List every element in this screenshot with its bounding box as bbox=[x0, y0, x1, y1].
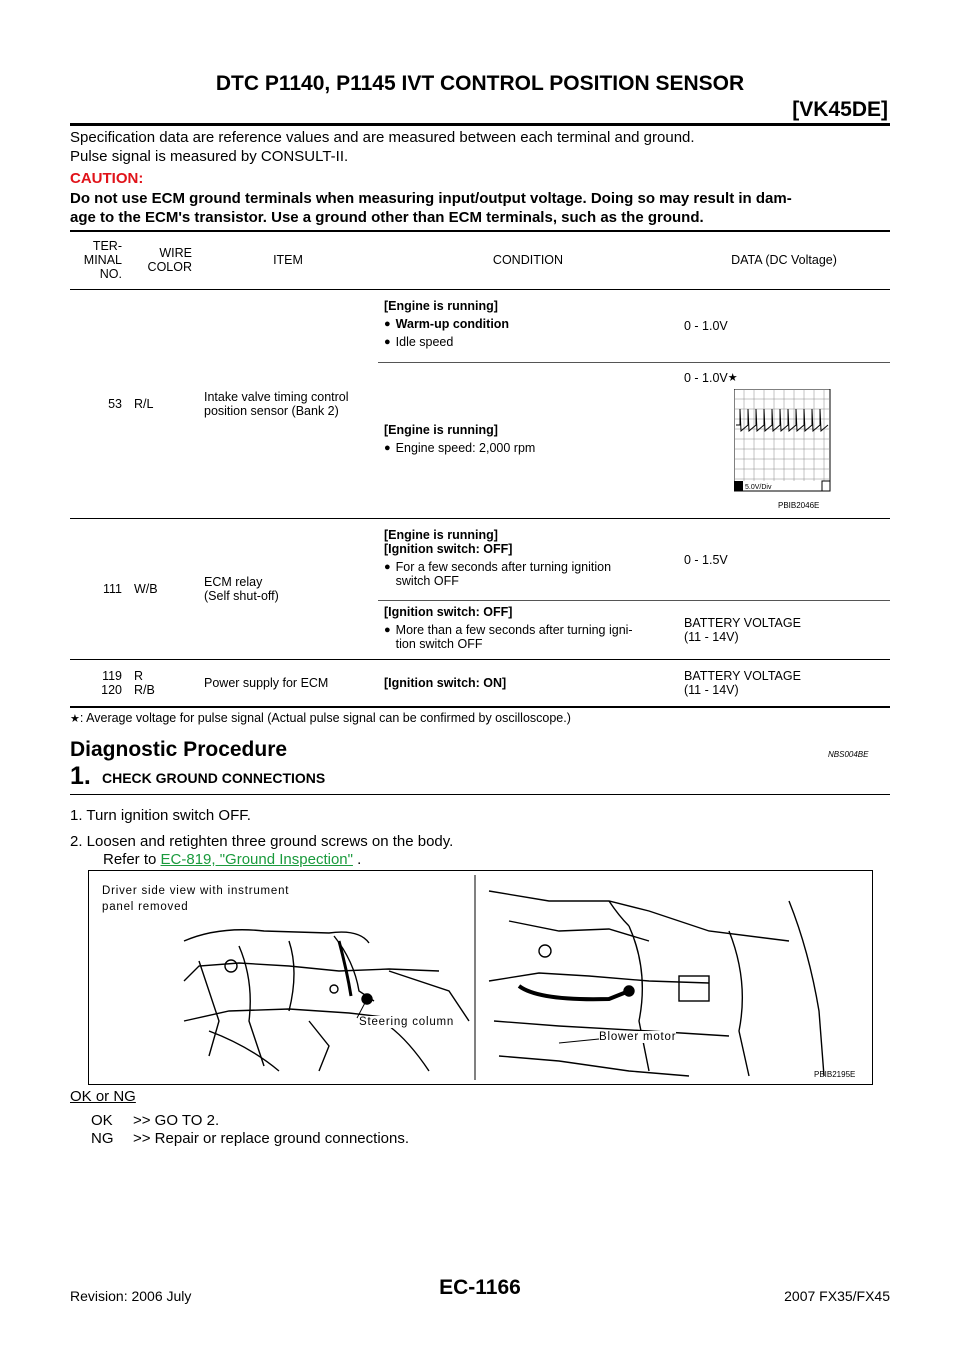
table-row bbox=[70, 519, 890, 660]
intro-line-1: Specification data are reference values and are measured between each terminal and ground. bbox=[70, 129, 695, 146]
figure-code: PBIB2195E bbox=[814, 1070, 856, 1079]
step-item-2: 2. Loosen and retighten three ground screws on the body. bbox=[70, 833, 454, 850]
condition-bullet: Warm-up condition bbox=[395, 317, 510, 331]
ground-inspection-link[interactable]: EC-819, "Ground Inspection" bbox=[160, 851, 353, 868]
condition-data-cell: [Engine is running] ● Warm-up condition ● Idle speed 0 - 1.0V [Engine is running] ● Engine speed: 2,000 rpm 0 - 1.0V★ 5.0V/Div PBIB2046E bbox=[378, 290, 890, 519]
terminal-cell: 119 120 bbox=[70, 660, 128, 708]
result-heading: OK or NG bbox=[70, 1088, 136, 1105]
vehicle-model: 2007 FX35/FX45 bbox=[784, 1288, 890, 1304]
table-header-row bbox=[70, 231, 890, 290]
data-value: BATTERY VOLTAGE (11 - 14V) bbox=[678, 660, 890, 708]
data-value: 0 - 1.0V bbox=[684, 371, 728, 385]
ground-screws-figure bbox=[88, 870, 873, 1085]
wire-color-cell: R R/B bbox=[128, 660, 198, 708]
condition-data-cell: [Engine is running] [Ignition switch: OFF] ● For a few seconds after turning ignition switch OFF 0 - 1.5V [Ignition switch: OFF] ● More than a few seconds after turning igni- tion switch OFF BATTERY VOLTAGE (11 - 14V) bbox=[378, 519, 890, 660]
terminal-cell: 111 bbox=[70, 519, 128, 660]
engine-bay-illustration bbox=[89, 871, 872, 1084]
data-value: 0 - 1.5V bbox=[684, 552, 728, 567]
page-number: EC-1166 bbox=[439, 1276, 521, 1299]
condition-title: [Engine is running] bbox=[384, 299, 498, 313]
engine-code: [VK45DE] bbox=[792, 98, 888, 121]
condition-title: [Ignition switch: ON] bbox=[378, 660, 678, 708]
condition-title: [Ignition switch: OFF] bbox=[384, 541, 513, 556]
star-icon: ★ bbox=[70, 713, 80, 725]
terminal-spec-table bbox=[70, 231, 890, 708]
header-terminal: TER- MINAL NO. bbox=[70, 231, 128, 290]
scope-figure-code: PBIB2046E bbox=[778, 501, 820, 510]
page-title: DTC P1140, P1145 IVT CONTROL POSITION SENSOR bbox=[215, 72, 745, 95]
condition-bullet: More than a few seconds after turning igni- tion switch OFF bbox=[395, 623, 633, 651]
item-cell: Power supply for ECM bbox=[198, 660, 378, 708]
condition-title: [Engine is running] bbox=[384, 422, 498, 437]
condition-title: [Engine is running] bbox=[384, 527, 498, 542]
wire-color-cell: R/L bbox=[128, 290, 198, 519]
header-wire-color: WIRE COLOR bbox=[128, 231, 198, 290]
ok-key: OK bbox=[91, 1112, 113, 1129]
revision-date: Revision: 2006 July bbox=[70, 1288, 192, 1304]
condition-bullet: For a few seconds after turning ignition switch OFF bbox=[395, 559, 612, 588]
condition-bullet: Idle speed bbox=[395, 335, 454, 349]
step-item-1: 1. Turn ignition switch OFF. bbox=[70, 807, 251, 824]
section-code: NBS004BE bbox=[828, 750, 869, 759]
terminal-cell: 53 bbox=[70, 290, 128, 519]
data-value: BATTERY VOLTAGE (11 - 14V) bbox=[684, 616, 801, 644]
table-row bbox=[70, 290, 890, 519]
data-value: 0 - 1.0V bbox=[684, 319, 728, 333]
oscilloscope-waveform bbox=[734, 389, 834, 497]
header-rule bbox=[70, 123, 890, 126]
header-condition: CONDITION bbox=[378, 231, 678, 290]
figure-caption-1: Driver side view with instrument bbox=[102, 885, 290, 897]
header-item: ITEM bbox=[198, 231, 378, 290]
caution-line-1: Do not use ECM ground terminals when measuring input/output voltage. Doing so may result in dam- bbox=[70, 190, 792, 207]
wire-color-cell: W/B bbox=[128, 519, 198, 660]
header-data: DATA (DC Voltage) bbox=[678, 231, 890, 290]
footnote: ★: Average voltage for pulse signal (Actual pulse signal can be confirmed by oscilloscope.) bbox=[70, 711, 571, 725]
star-icon: ★ bbox=[727, 372, 738, 384]
step-rule bbox=[70, 794, 890, 795]
item-cell: Intake valve timing control position sensor (Bank 2) bbox=[198, 290, 378, 519]
step-title: CHECK GROUND CONNECTIONS bbox=[102, 770, 326, 786]
intro-line-2: Pulse signal is measured by CONSULT-II. bbox=[70, 148, 349, 165]
caution-label: CAUTION: bbox=[70, 170, 144, 187]
table-row bbox=[70, 660, 890, 708]
ng-key: NG bbox=[91, 1130, 114, 1147]
step-number: 1. bbox=[70, 762, 91, 790]
figure-caption-2: panel removed bbox=[102, 901, 189, 913]
blower-motor-label: Blower motor bbox=[599, 1031, 677, 1043]
section-heading: Diagnostic Procedure bbox=[70, 738, 288, 761]
steering-column-label: Steering column bbox=[359, 1016, 455, 1028]
condition-title: [Ignition switch: OFF] bbox=[384, 605, 513, 619]
scope-scale-label: 5.0V/Div bbox=[745, 484, 772, 491]
item-cell: ECM relay (Self shut-off) bbox=[198, 519, 378, 660]
caution-line-2: age to the ECM's transistor. Use a ground other than ECM terminals, such as the ground. bbox=[70, 209, 704, 226]
ok-action: >> GO TO 2. bbox=[133, 1112, 220, 1129]
condition-bullet: Engine speed: 2,000 rpm bbox=[395, 440, 536, 455]
step-refer: Refer to EC-819, "Ground Inspection" . bbox=[103, 851, 362, 868]
ng-action: >> Repair or replace ground connections. bbox=[133, 1130, 410, 1147]
